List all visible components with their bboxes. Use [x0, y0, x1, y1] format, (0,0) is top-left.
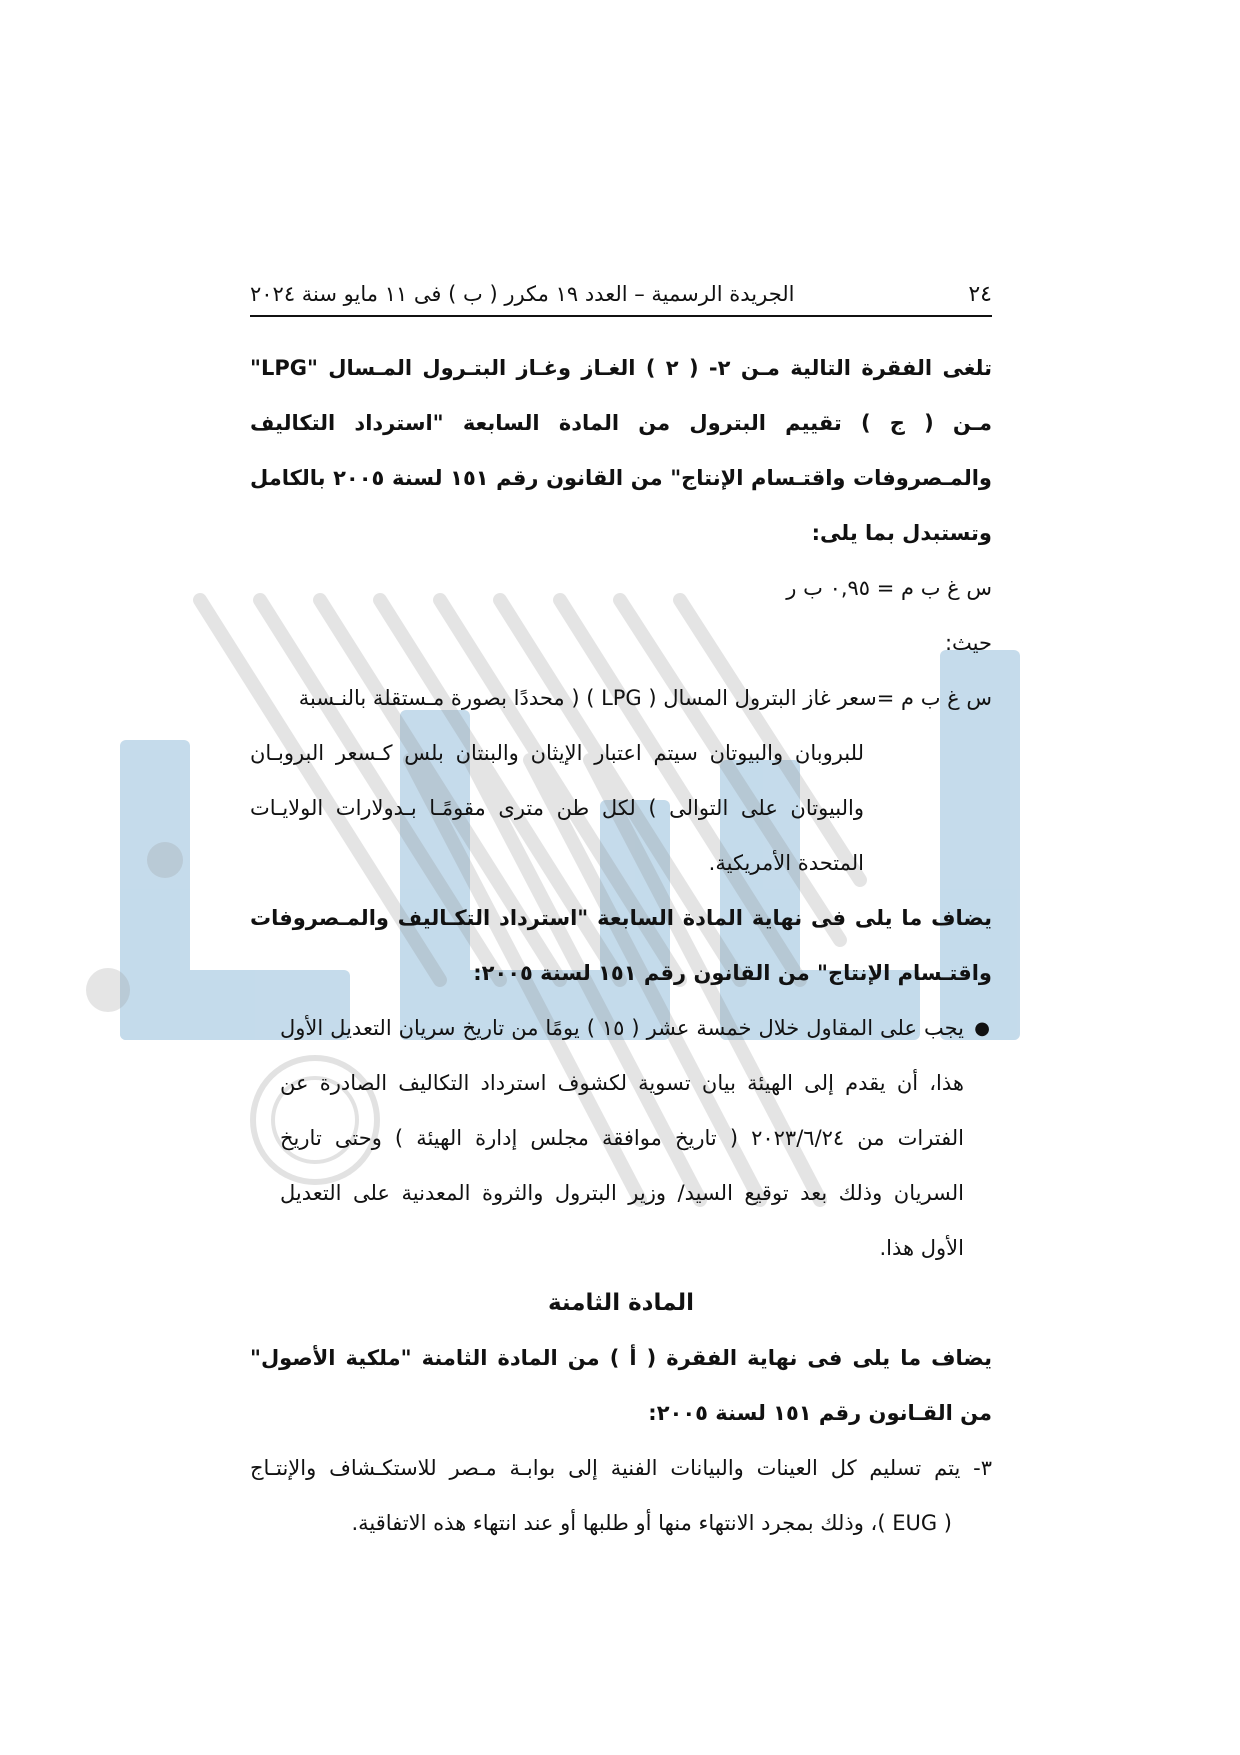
bullet-item — [250, 1001, 992, 1276]
article-title: المادة الثامنة — [547, 1290, 695, 1316]
item-3-line-1: ٣- يتم تسليم كل العينات والبيانات الفنية إلى بوابـة مـصر للاستكـشاف والإنتـاج — [250, 1456, 992, 1480]
paragraph-repeal: تلغى الفقرة التالية مـن ٢- ( ٢ ) الغـاز وغـاز البتـرول المـسال "LPG" مـن ( ج ) تقييم البترول من المادة السابعة "استرداد التكاليف والمـصروفات واقتـسام الإنتاج" من القانون رقم ١٥١ لسنة ٢٠٠٥ بالكامل وتستبدل بما يلى: — [250, 356, 992, 545]
paragraph-addition-article-8: يضاف ما يلى فى نهاية الفقرة ( أ ) من المادة الثامنة "ملكية الأصول" من القـانون رقم ١٥١ لسنة ٢٠٠٥: — [250, 1346, 992, 1425]
definition-body: سعر غاز البترول المسال ( LPG ) ( محددًا بصورة مـستقلة بالنـسبة — [298, 686, 877, 710]
bullet-text: يجب على المقاول خلال خمسة عشر ( ١٥ ) يومًا من تاريخ سريان التعديل الأول هذا، أن يقدم إلى الهيئة بيان تسوية لكشوف استرداد التكاليف الصادرة عن الفترات من ٢٠٢٣/٦/٢٤ ( تاريخ موافقة مجلس إدارة الهيئة ) وحتى تاريخ السريان وذلك بعد توقيع السيد/ وزير البترول والثروة المعدنية على التعديل الأول هذا. — [280, 1016, 964, 1260]
bullet-icon: ● — [974, 1018, 990, 1039]
definition — [250, 671, 992, 726]
page-number: ٢٤ — [968, 282, 992, 307]
where-label: حيث: — [944, 631, 992, 655]
document-page — [250, 282, 992, 1551]
formula: س غ ب م = ٠,٩٥ ب ر — [786, 576, 992, 600]
gazette-title: الجريدة الرسمية – العدد ١٩ مكرر ( ب ) فى ١١ مايو سنة ٢٠٢٤ — [250, 282, 795, 306]
paragraph-addition-article-7: يضاف ما يلى فى نهاية المادة السابعة "استرداد التكـاليف والمـصروفات واقتـسام الإنتاج" من القانون رقم ١٥١ لسنة ٢٠٠٥: — [250, 906, 992, 985]
page-header — [250, 282, 992, 317]
item-3 — [250, 1441, 992, 1551]
definition-term: س غ ب م = — [876, 686, 992, 710]
item-3-line-2: ( EUG )، وذلك بمجرد الانتهاء منها أو طلبها أو عند انتهاء هذه الاتفاقية. — [351, 1511, 952, 1535]
definition-continuation: للبروبان والبيوتان سيتم اعتبار الإيثان والبنتان بلس كـسعر البروبـان والبيوتان على التوالى ) لكل طن مترى مقومًـا بـدولارات الولايـات المتحدة الأمريكية. — [250, 741, 864, 875]
